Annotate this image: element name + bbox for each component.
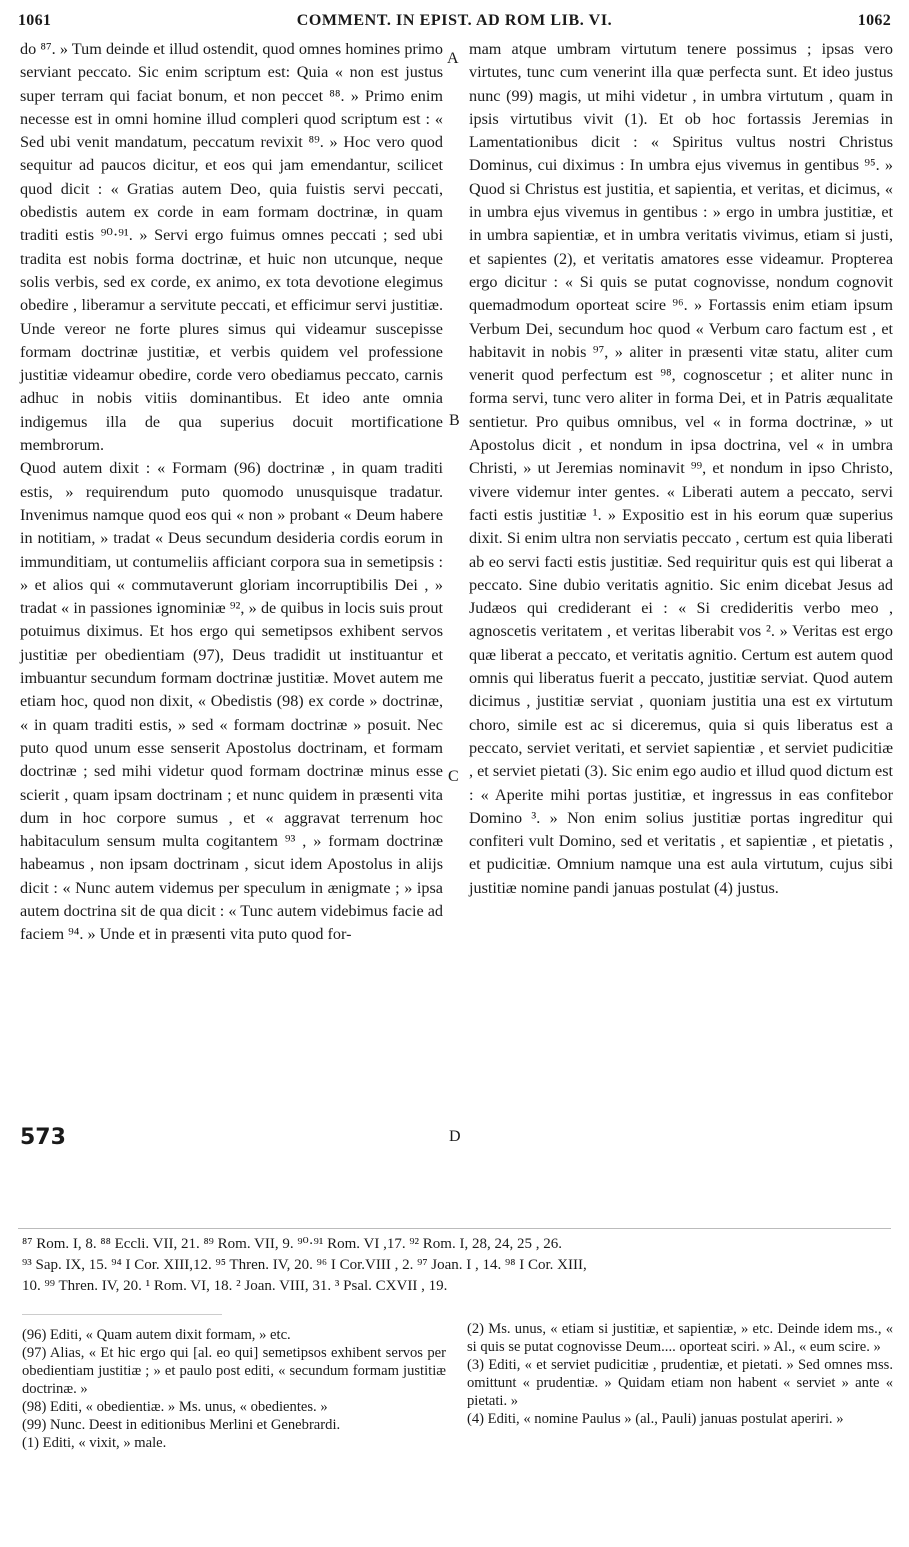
editorial-notes-right bbox=[467, 1320, 893, 1428]
margin-letter-c: C bbox=[448, 768, 459, 785]
margin-letter-b: B bbox=[449, 412, 460, 429]
divider bbox=[18, 1228, 891, 1229]
footnote: (1) Editi, « vixit, » male. bbox=[22, 1435, 167, 1451]
footnote: (97) Alias, « Et hic ergo qui [al. eo qui] semetipsos exhibent servos per obedientiam justitiæ ; » et paulo post editi, « secundum formam justitiæ doctrinæ. » bbox=[22, 1345, 446, 1397]
paragraph: mam atque umbram virtutum tenere possimus ; ipsas vero virtutes, tunc cum venerint illa quæ perfecta sunt. Et ideo justus nunc (99) magis, ut mihi videtur , in umbra virtutum , quam in ipsis virtutibus vivit (1). Et ob hoc fortassis Jeremias in Lamentationibus dicit : « Spiritus vultus nostri Christus Dominus, cui diximus : In umbra ejus vivemus in gentibus ⁹⁵. » Quod si Christus est justitia, et sapientia, et veritas, et dicimus, « in umbra ejus vivemus in gentibus : » ergo in umbra justitiæ, et in umbra sapientiæ, et in umbra veritatis vivimus, etiam si justi, et sapientes (2), et veritatis amatores esse videamur. Propterea ergo dicitur : « Si quis se putat cognovisse, nondum cognovit quemadmodum oporteat scire ⁹⁶. » Fortassis enim etiam ipsum Verbum Dei, secundum hoc quod « Verbum caro factum est , et habitavit in nobis ⁹⁷, » aliter in præsenti vitæ statu, aliter cum venerit quod perfectum est ⁹⁸, cognoscetur ; et aliter nunc in forma servi, tunc vero aliter in forma Dei, et in Patris æqualitate sentietur. Pro quibus omnibus, vel « in forma doctrinæ, » ut Apostolus dicit , et nondum in ipsa doctrina, vel « in umbra Christi, » ut Jeremias nominavit ⁹⁹, et nondum in ipso Christo, vivere videmur inter gentes. « Liberati autem a peccato, servi facti estis justitiæ ¹. » Expositio est in his eorum quæ superius dixit. Si enim ultra non serviatis peccato , certum est quia liberati ab eo servi facti estis justitiæ. Sed requiritur quis est qui liberat a peccato. Sine dubio veritatis agnitio. Sic enim dicebat Jesus ad Judæos qui crediderant ei : « Si credideritis verbo meo , agnoscetis veritatem , et veritas liberabit vos ². » Veritas est ergo quæ liberat a peccato, et veritatis agnitio. Certum est autem quod omnis qui liberatus fuerit a peccato, justitiæ serviat. Quod autem dicimus , justitiæ serviat , quoniam justitia una est ex virtutum choro, simile est ac si diceremus, quia si quis liberatus est a peccato, serviet veritati, et serviet sapientiæ , et serviet pudicitiæ , et serviet pietati (3). Sic enim ego audio et illud quod dictum est : « Aperite mihi portas justitiæ, et ingressus in eas confitebor Domino ³. » Non enim solius justitiæ portas ingreditur qui confiteri vult Domino, sed et veritatis , et sapientiæ , et pietatis , et pudicitiæ. Omnium namque una est aula virtutum, cujus sibi justitiæ nomine pandi januas postulat (4) justus. bbox=[469, 40, 893, 897]
left-text-column bbox=[20, 38, 443, 947]
reference-line: ⁹³ Sap. IX, 15. ⁹⁴ I Cor. XIII,12. ⁹⁵ Thren. IV, 20. ⁹⁶ I Cor.VIII , 2. ⁹⁷ Joan. I , 14. ⁹⁸ I Cor. XIII, bbox=[22, 1257, 587, 1273]
scripture-references bbox=[22, 1234, 891, 1297]
divider bbox=[22, 1314, 222, 1315]
reference-line: ⁸⁷ Rom. I, 8. ⁸⁸ Eccli. VII, 21. ⁸⁹ Rom. VII, 9. ⁹⁰·⁹¹ Rom. VI ,17. ⁹² Rom. I, 28, 24, 25 , 26. bbox=[22, 1236, 562, 1252]
running-header bbox=[18, 6, 891, 36]
page-number-right: 1062 bbox=[857, 12, 891, 29]
margin-letter-d: D bbox=[449, 1128, 461, 1145]
paragraph: do ⁸⁷. » Tum deinde et illud ostendit, quod omnes homines primo serviant peccato. Sic enim scriptum est: Quia « non est justus super terram qui faciat bonum, et non peccet ⁸⁸. » Primo enim necesse est in omni homine illud compleri quod scriptum est : « Sed ubi venit mandatum, peccatum revixit ⁸⁹. » Hoc vero quod sequitur ad paucos dicitur, et eos qui jam emendantur, scilicet quod dicit : « Gratias autem Deo, quia fuistis servi peccati, obedistis autem ex corde in eam formam doctrinæ, in quam traditi estis ⁹⁰·⁹¹. » Servi ergo fuimus omnes peccati ; sed ubi tradita est nobis forma doctrinæ, et huic non utcunque, neque solis verbis, sed ex corde, ex animo, ex tota devotione elegimus obedire , liberamur a servitute peccati, et efficimur servi justitiæ. Unde vereor ne forte plures simus qui videamur suscepisse formam doctrinæ justitiæ, et verbis quidem vel professione justitiæ videamur obedire, corde vero obediamus peccato, carnis adhuc in nobis vitiis dominantibus. Et ideo ante omnia indigemus illa de qua superius docuit mortificatione membrorum. bbox=[20, 40, 443, 455]
footnote: (96) Editi, « Quam autem dixit formam, » etc. bbox=[22, 1327, 291, 1343]
footnote: (3) Editi, « et serviet pudicitiæ , prudentiæ, et pietati. » Sed omnes mss. omittunt « prudentiæ. » Quidam etiam non habent « serviet » ante « pietati. » bbox=[467, 1357, 893, 1409]
running-title: COMMENT. IN EPIST. AD ROM LIB. VI. bbox=[296, 12, 613, 29]
editorial-notes-left bbox=[22, 1326, 446, 1452]
reference-line: 10. ⁹⁹ Thren. IV, 20. ¹ Rom. VI, 18. ² Joan. VIII, 31. ³ Psal. CXVII , 19. bbox=[22, 1278, 448, 1294]
margin-letter-a: A bbox=[447, 50, 459, 67]
footnote: (99) Nunc. Deest in editionibus Merlini et Genebrardi. bbox=[22, 1417, 341, 1433]
footnote: (2) Ms. unus, « etiam si justitiæ, et sapientiæ, » etc. Deinde idem ms., « si quis se putat cognovisse Deum.... oporteat sciri. » Al., « eum scire. » bbox=[467, 1321, 893, 1355]
right-text-column bbox=[469, 38, 893, 900]
margin-column-number: 573 bbox=[20, 1125, 66, 1150]
paragraph: Quod autem dixit : « Formam (96) doctrinæ , in quam traditi estis, » requirendum puto quomodo unusquisque tradatur. Invenimus namque quod eos qui « non » probant « Deum habere in notitiam, » tradat « Deus secundum desideria cordis eorum in immunditiam, ut contumeliis afficiant corpora sua in semetipsis : » et alios qui « commutaverunt gloriam incorruptibilis Dei , » tradat « in passiones ignominiæ ⁹², » de quibus in locis suis prout potuimus diximus. Et hos ergo qui semetipsos exhibent servos justitiæ per obedientiam (97), Deus tradidit ut instituantur et imbuantur secundum formam doctrinæ justitiæ. Movet autem me etiam hoc, quod non dixit, « Obedistis (98) ex corde » doctrinæ, « in quam traditi estis, » sed « formam doctrinæ » posuit. Nec puto quod unum esse senserit Apostolus doctrinam, et formam doctrinæ ; sed mihi videtur quod formam doctrinæ minus esse scierit , quam ipsam doctrinam ; et nunc quidem in præsenti vita dum in hoc corpore sumus , et « aggravat terrenum hoc habitaculum sensum multa cogitantem ⁹³ , » formam doctrinæ habeamus , non ipsam doctrinam , sicut idem Apostolus in alijs dicit : « Nunc autem videmus per speculum in ænigmate ; » ipsa autem doctrina sit de qua dicit : « Tunc autem videbimus facie ad faciem ⁹⁴. » Unde et in præsenti vita puto quod for- bbox=[20, 459, 443, 944]
footnote: (98) Editi, « obedientiæ. » Ms. unus, « obedientes. » bbox=[22, 1399, 328, 1415]
page-number-left: 1061 bbox=[18, 12, 52, 29]
footnote: (4) Editi, « nomine Paulus » (al., Pauli) januas postulat aperiri. » bbox=[467, 1411, 844, 1427]
